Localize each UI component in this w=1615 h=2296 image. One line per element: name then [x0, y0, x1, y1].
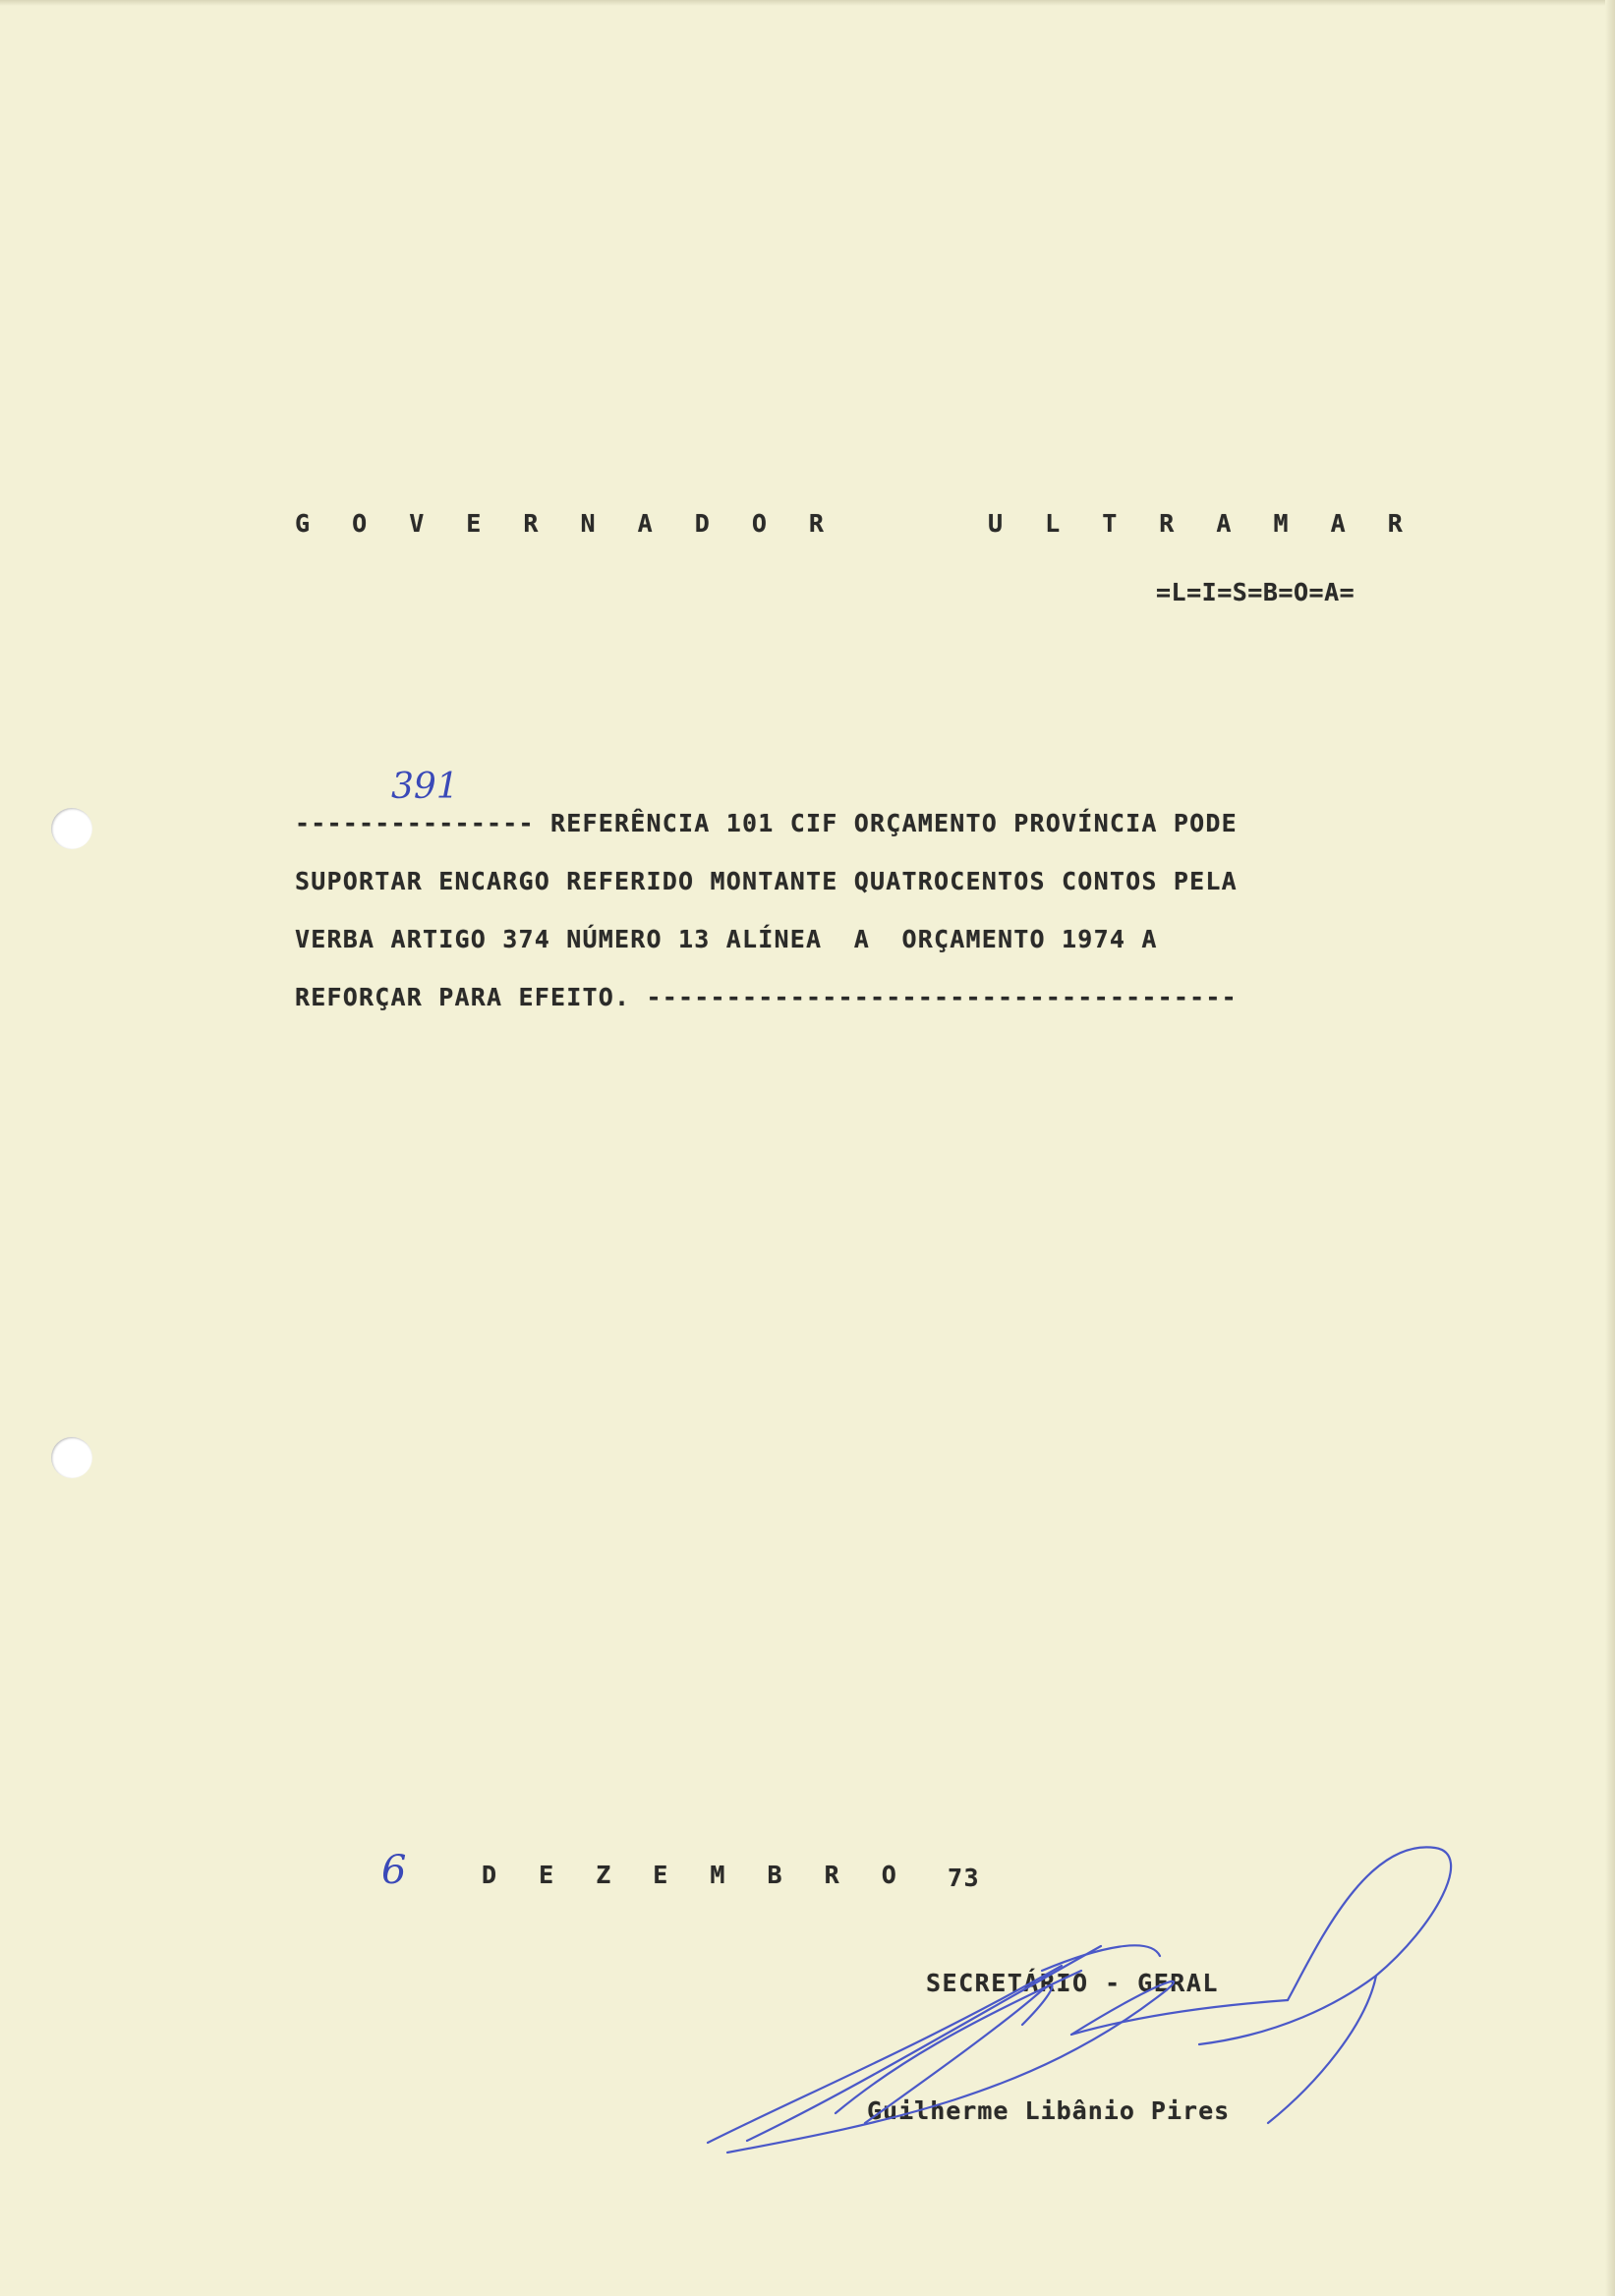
signatory-name: Guilherme Libânio Pires — [867, 2096, 1231, 2125]
message-line-2: SUPORTAR ENCARGO REFERIDO MONTANTE QUATROCENTOS CONTOS PELA — [295, 867, 1238, 895]
city-heading: =L=I=S=B=O=A= — [1156, 578, 1355, 606]
punch-hole-top — [51, 808, 92, 849]
addressee-heading: G O V E R N A D O R — [295, 509, 837, 538]
signatory-title: SECRETÁRIO - GERAL — [926, 1969, 1219, 1997]
date-year: 73 — [948, 1864, 981, 1892]
message-line-3: VERBA ARTIGO 374 NÚMERO 13 ALÍNEA A ORÇAMENTO 1974 A — [295, 925, 1158, 953]
page-edge — [0, 0, 1615, 6]
signature-scribble — [688, 1799, 1474, 2172]
punch-hole-bottom — [51, 1437, 92, 1478]
destination-heading: U L T R A M A R — [988, 509, 1416, 538]
page-edge-right — [1605, 0, 1615, 2296]
handwritten-day: 6 — [381, 1848, 407, 1893]
message-line-1: --------------- REFERÊNCIA 101 CIF ORÇAMENTO PROVÍNCIA PODE — [295, 809, 1238, 837]
message-line-4: REFORÇAR PARA EFEITO. ------------------------------------- — [295, 983, 1238, 1011]
handwritten-reference-number: 391 — [391, 767, 459, 807]
date-month: D E Z E M B R O — [482, 1861, 910, 1889]
